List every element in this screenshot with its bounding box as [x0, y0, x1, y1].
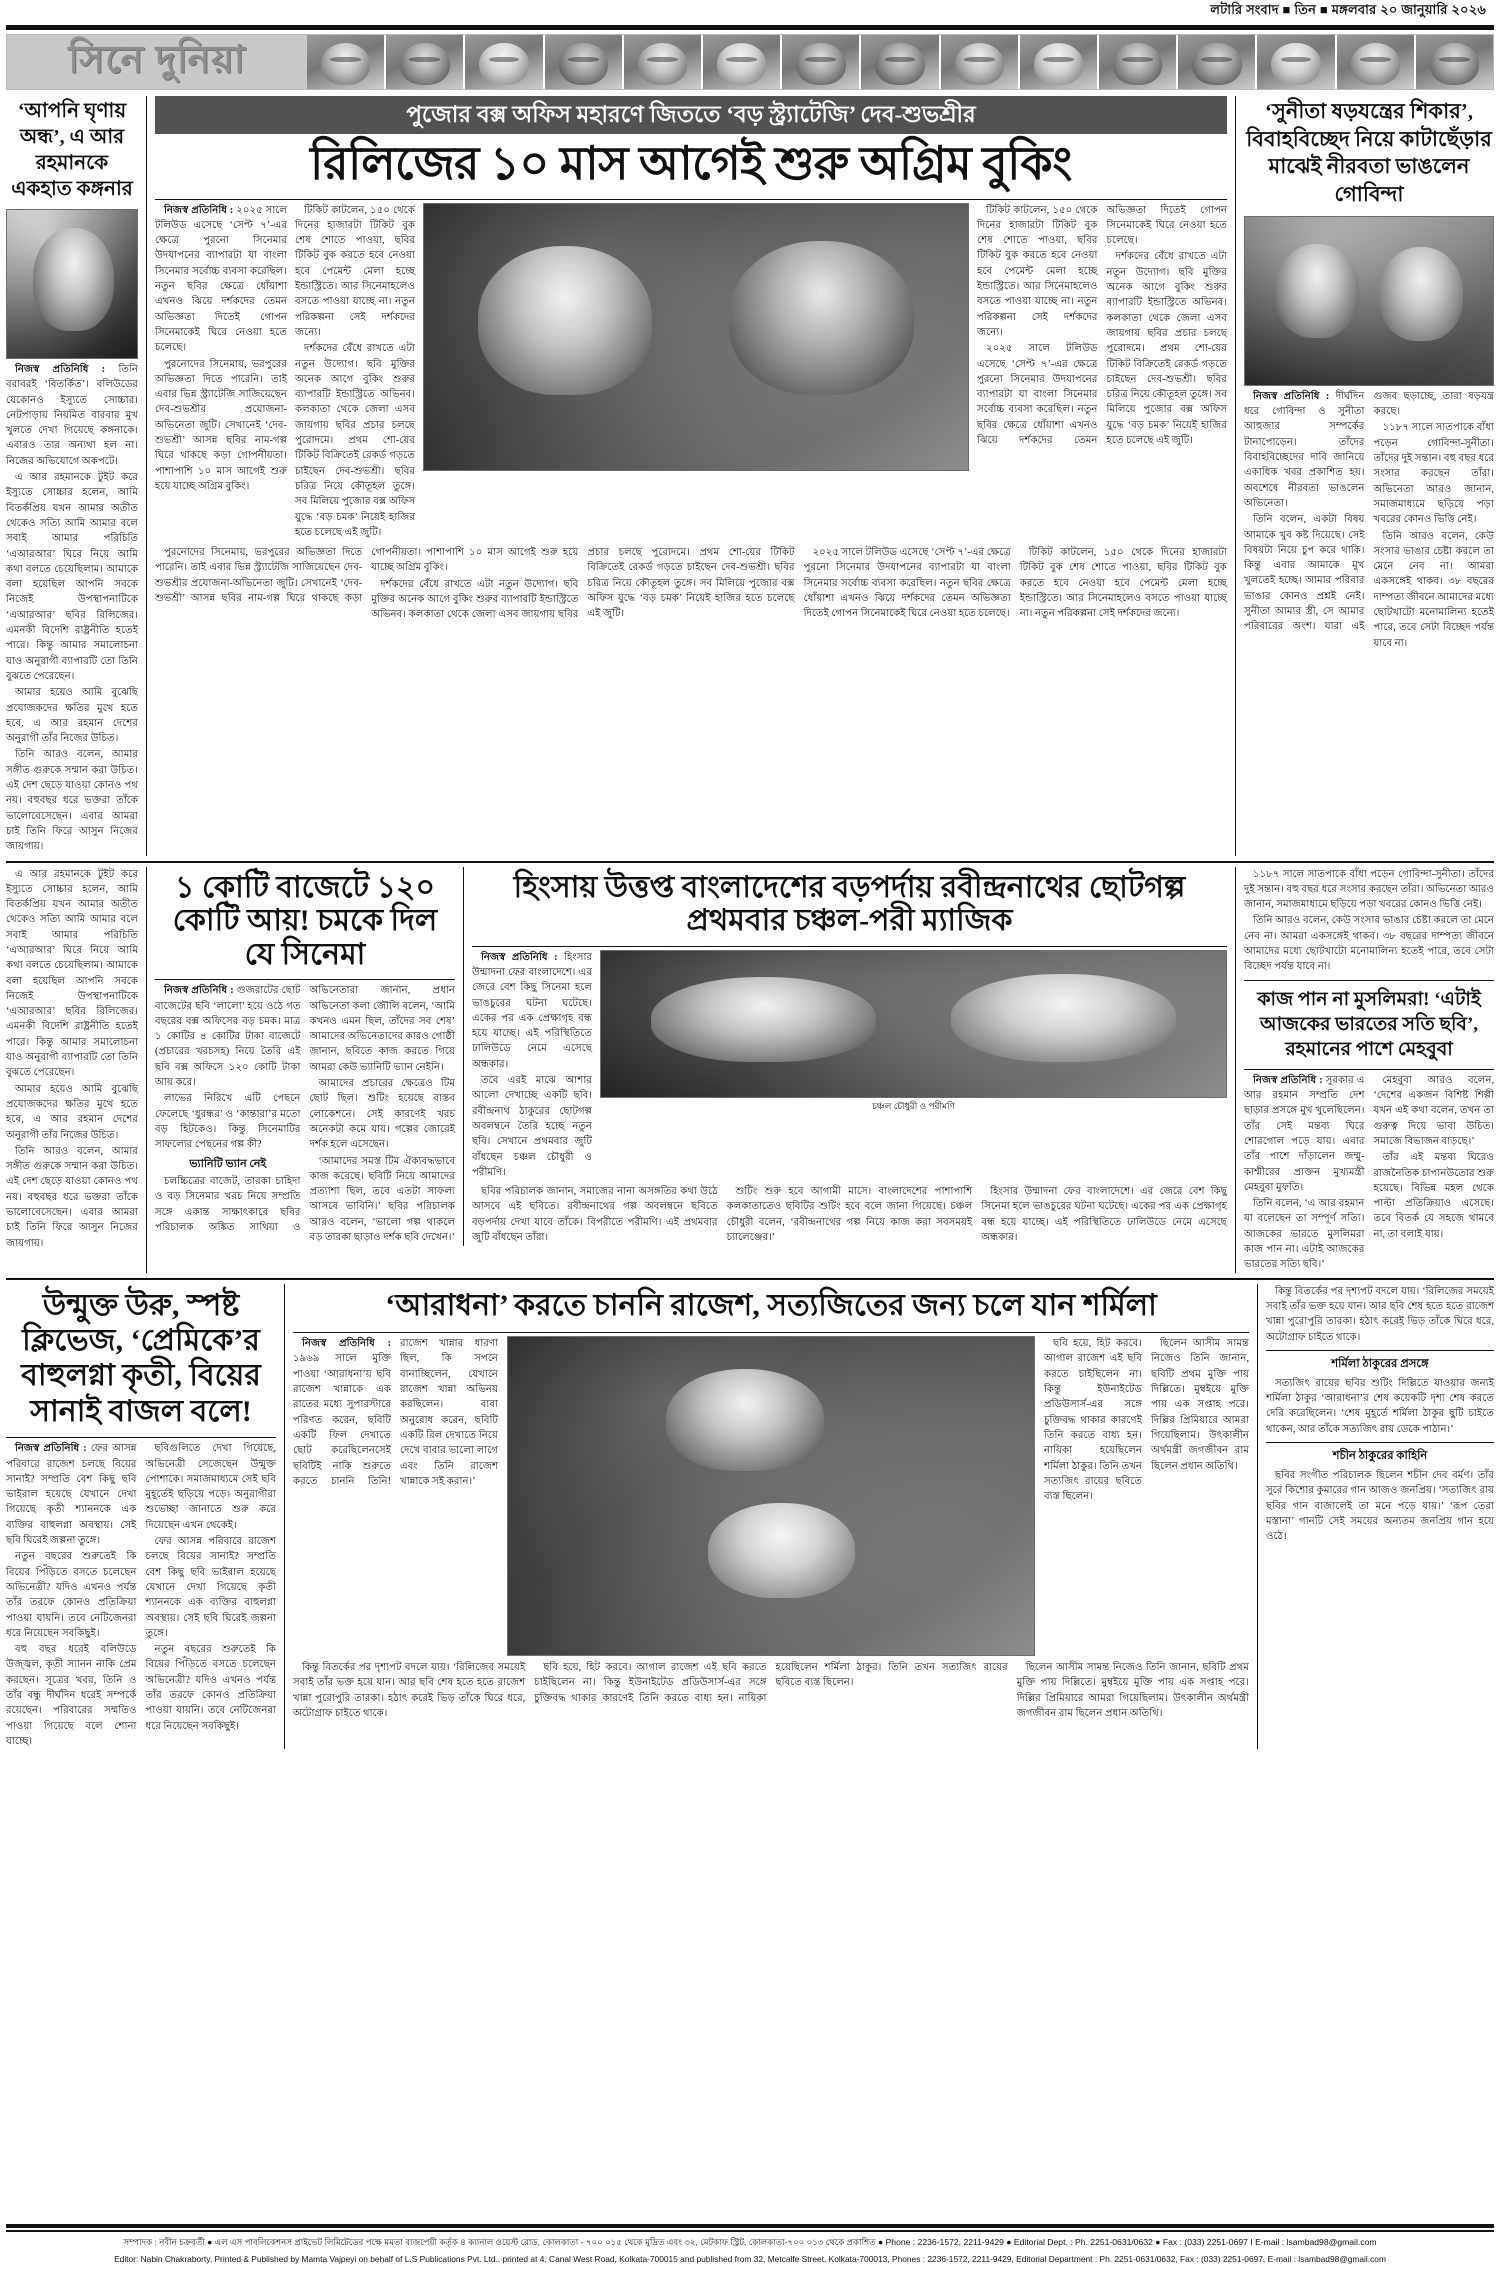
- lead-p3: টিকিট কাটলেন, ১৫০ থেকে দিনের হাজারটা টিকিট বুক শেষ শোতে পাওয়া, ছবির টিকিট বুক করতে হবে নেওয়া হবে পেমেন্ট মেলা হচ্ছে ইন্ডাস্ট্রিতে। আর সিনেমাহলেও বসতে পাওয়া যাচ্ছে না। নতুন পরিকল্পনা সেই দর্শকদের জন্যে।: [295, 204, 415, 338]
- lead-kicker: পুজোর বক্স অফিস মহারণে জিততে ‘বড় স্ট্র্যাটেজি’ দেব-শুভশ্রীর: [155, 96, 1227, 134]
- top-rule: [6, 25, 1494, 30]
- left-story-p3: আমার হয়েও আমি বুঝেছি প্রযোজকদের ক্ষতির মুখে হতে হবে, এ আর রহমান দেশের অনুরাগী তাঁর নিজের উচিত।: [6, 687, 138, 745]
- celebrity-portrait: [545, 35, 622, 89]
- left-cont-1: এ আর রহমানকে টুইট করে ইস্যুতে সোচ্চার হলেন, আমি বিতর্কপ্রিয় যখন আমার অতীত থেকেও সত্যি আমি আমার বলে সবাই আমার পরিচিতি ‘এআরআর’ ঘিরে নিয়ে আমি কথা বলতে চেয়েছিলাম। আমাকে বলা হয়েছিল আপনি সবকে নিজেই উপস্থাপনাটিকে ‘এআরআর’ ছবির রিলিজের। এমনকী বিদেশি রাষ্ট্রনীতি হতেই পারে। কিন্তু আমার সমালোচনা যাও অনুরাগী ব্যাপারটি তো তিনি বুঝতে পেরেছেন।: [6, 868, 138, 1079]
- band3-right-boxes: [1266, 1284, 1494, 1750]
- right-story-p1: দীর্ঘদিন ধরে গোবিন্দা ও সুনীতা আহুজার সম্পর্কের টানাপোড়েন। তাঁদের বিবাহবিচ্ছেদের দাবি জানিয়ে একাধিক খবর প্রকাশিত হয়। অবশেষে নীরবতা ভাঙলেন অভিনেতা।: [1244, 390, 1365, 509]
- lead-story: [155, 96, 1227, 856]
- aradhana-headline: ‘আরাধনা’ করতে চাননি রাজেশ, সত্যজিতের জন্য চলে যান শর্মিলা: [385, 1288, 1157, 1322]
- celebrity-portrait: [386, 35, 463, 89]
- mehbooba-p1: সুরকার এ আর রহমান সম্প্রতি দেশ ছাড়ার প্রসঙ্গে মুখ খুলেছিলেন। তাঁর সেই মন্তব্য ঘিরে শোরগোল পড়ে যায়। এবার তাঁর পাশে দাঁড়ালেন জম্মু-কাশ্মীরের প্রাক্তন মুখ্যমন্ত্রী মেহবুবা মুফতি।: [1244, 1074, 1365, 1193]
- celebrity-face-strip: [307, 35, 1493, 89]
- lead-extra-1: টিকিট কাটলেন, ১৫০ থেকে দিনের হাজারটা টিকিট বুক শেষ শোতে পাওয়া, ছবির টিকিট বুক করতে হবে নেওয়া হবে পেমেন্ট মেলা হচ্ছে ইন্ডাস্ট্রিতে। আর সিনেমাহলেও বসতে পাওয়া যাচ্ছে না। নতুন পরিকল্পনা সেই দর্শকদের জন্যে।: [977, 204, 1098, 338]
- aradhana-col-right: [1044, 1336, 1249, 1504]
- lallo-p2: লাভের নিরিখে এটি পেছনে ফেলেছে ‘ধুরন্ধর’ ও ‘কান্তারা’র মতো বড় হিটকেও। কিন্তু সিনেমাটির সাফল্যের পেছনের গল্প কী?: [155, 1093, 301, 1151]
- chanchal-p1b: হিংসার উন্মাদনা ফের বাংলাদেশে। এর জেরে বেশ কিছু সিনেমা হলে ভাঙচুরের ঘটনা ঘটেছে। একের পর এক প্রেক্ষাগৃহ বন্ধ হয়ে যাচ্ছে। এই পরিস্থিতিতে ঢালিউডে নেমে এসেছে অন্ধকার।: [981, 1186, 1227, 1244]
- lallo-p1: গুজরাটের ছোট বাজেটের ছবি ‘লালো’ হয়ে ওঠে গত বছরের বক্স অফিসের বড় চমক। মাত্র ১ কোটির ৪ কোটির টাকা বাজেটে (প্রচারের খরচসহ) নিয়ে তৈরি এই ছবি বক্স অফিসে ১২০ কোটি টাকা আয় করে।: [155, 985, 301, 1089]
- lead-cont-2: দর্শকদের বেঁধে রাখতে এটা নতুন উদ্যোগ। ছবি মুক্তির অনেক আগে বুকিং শুরুর ব্যাপারটি ইন্ডাস্ট্রিতে অভিনব। কলকাতা থেকে জেলা এসব জায়গায় ছবির প্রচার চলছে পুরোদমে। প্রথম শো-য়ের টিকিট বিক্রিতেই রেকর্ড গড়তে চাইছেন দেব-শুভশ্রী। ছবির চরিত্র নিয়ে কৌতূহল তুঙ্গে। সব মিলিয়ে পুজোর বক্স অফিস যুদ্ধে ‘বড় চমক’ নিয়েই হাজির হতে চলেছে এই জুটি।: [371, 547, 795, 621]
- lallo-p3: চলচ্চিত্রের বাজেট, তারকা চাহিদা ও বড় সিনেমার খরচ নিয়ে সম্প্রতি সঙ্গে একান্ত সাক্ষাৎকারে ছবির পরিচালক অঙ্কিত সাথিয়া ও অভিনেতারা জানান, প্রধান অভিনেতা কলা জৌলি বলেন, ‘আমি কখনও এমন ছিল, তাঁদের সব শেষ’ আমাদের অভিনেতাদের কারও গোষ্ঠী জানান, ছবিতে কাজ করতে গিয়ে আমরা কেউ ভ্যানিটি ভ্যান নেইনি।: [155, 985, 455, 1233]
- lallo-subhead: ভ্যানিটি ভ্যান নেই: [189, 1157, 267, 1170]
- right-story-headline: ‘সুনীতা ষড়যন্ত্রের শিকার’, বিবাহবিচ্ছেদ নিয়ে কাটাছেঁড়ার মাঝেই নীরবতা ভাঙলেন গোবিন্দা: [1246, 99, 1492, 207]
- footer-imprint-en: Editor: Nabin Chakraborty, Printed & Published by Mamta Vajpeyi on behalf of L.S Publications Pvt. Ltd., printed at 4, Canal West Road, Kolkata-700015 and published from 32, Metcalfe Street, Kolkata-700013, Phones : 2236-1572, 2211-9429, Editorial Department : Ph. 2251-0631/0632, Fax : (033) 2251-0697, E-mail : lsambad98@gmail.com: [114, 2253, 1386, 2264]
- left-sidebar-story: [6, 96, 138, 856]
- left-story-p1: তিনি বরাবরই ‘বিতর্কিত’। বলিউডের যেকোনও ইস্যুতে সোচ্চার। নেটপাড়ায় নিয়মিত বারবার মুখ খুলতে দেখা গিয়েছে কঙ্গনাকে। এবারও তার অন্যথা হল না। নিজের অভিযোগে অকপটে।: [6, 364, 139, 467]
- story-kriti: [6, 1284, 276, 1750]
- chanchal-pori-photo: [600, 950, 1227, 1098]
- band2-middle: [155, 867, 1227, 1273]
- sachin-box-body: [1266, 1468, 1494, 1544]
- aradhana-p2: ছবি হয়ে, হিট করবে। আগাল রাজেশ এই ছবি করতে চাইছিলেন না। কিন্তু ইউনাইটেড প্রডিউসার্স-এর সঙ্গে চুক্তিবদ্ধ থাকার কারণেই তিনি করতে বাধ্য হন। নায়িকা হয়েছিলেন শর্মিলা ঠাকুর। তিনি তখন সত্যজিৎ রায়ের ছবিতে ব্যস্ত ছিলেন।: [1044, 1338, 1142, 1503]
- dateline-text: লটারি সংবাদ ■ তিন ■ মঙ্গলবার ২০ জানুয়ারি ২০২৬: [1210, 2, 1486, 17]
- kriti-p1: ফের আসন্ন পরিবারে রাজেশ চলছে বিয়ের সানাই? সম্প্রতি বেশ কিছু ছবি ভাইরাল হয়েছে যেখানে দেখা গিয়েছে কৃতী শ্যাননকে এক ব্যক্তির বাহুলগ্না অবস্থায়। সেই ছবি ঘিরেই জল্পনা তুঙ্গে।: [6, 1443, 137, 1547]
- aradhana-col-left: [293, 1336, 498, 1489]
- mehbooba-headline: কাজ পান না মুসলিমরা! ‘এটাই আজকের ভারতের সতি ছবি’, রহমানের পাশে মেহবুবা: [1257, 988, 1481, 1060]
- left-story-p2: এ আর রহমানকে টুইট করে ইস্যুতে সোচ্চার হলেন, আমি বিতর্কপ্রিয় যখন আমার অতীত থেকেও সত্যি আমি আমার বলে সবাই আমার পরিচিতি ‘এআরআর’ ঘিরে নিয়ে আমি কথা বলতে চেয়েছিলাম। আমাকে বলা হয়েছিল আপনি সবকে নিজেই উপস্থাপনাটিকে ‘এআরআর’ ছবির রিলিজের। এমনকী বিদেশি রাষ্ট্রনীতি হতেই পারে। কিন্তু আমার সমালোচনা যাও অনুরাগী ব্যাপারটি তো তিনি বুঝতে পেরেছেন।: [6, 472, 138, 682]
- right-cont-1: ১১৮৭ সালে সাতপাকে বাঁধা পড়েন গোবিন্দা-সুনীতা। তাঁদের দুই সন্তান। বহু বছর ধরে সংসার করছেন তাঁরা। অভিনেতা আরও জানান, সমাজমাধ্যমে ছড়িয়ে পড়া খবরের কোনও ভিত্তি নেই।: [1244, 868, 1494, 911]
- celebrity-portrait: [1337, 35, 1414, 89]
- sharmila-box-body: [1266, 1376, 1494, 1437]
- kriti-byline: নিজস্ব প্রতিনিধি :: [15, 1443, 87, 1455]
- section-divider: [6, 1278, 1494, 1280]
- left-cont-2: আমার হয়েও আমি বুঝেছি প্রযোজকদের ক্ষতির মুখে হতে হবে, এ আর রহমান দেশের অনুরাগী তাঁর নিজের উচিত।: [6, 1083, 138, 1141]
- kriti-headline: উন্মুক্ত উরু, স্পষ্ট ক্লিভেজ, ‘প্রেমিকে’র বাহুলগ্না কৃতী, বিয়ের সানাই বাজল বলে!: [21, 1288, 261, 1428]
- left-cont-3: তিনি আরও বলেন, আমার সঙ্গীত গুরুকে সম্মান করা উচিত। এই দেশ ছেড়ে যাওয়া কোনও পথ নয়। বহুবছর ধরে ভক্তরা তাঁকে ভালোবেসেছেন। এবার আমরা চাই তিনি ফিরে আসুন নিজের জায়গায়।: [6, 1145, 138, 1249]
- right-story-byline: নিজস্ব প্রতিনিধি :: [1253, 390, 1330, 402]
- right-story-p4: তিনি আরও বলেন, কেউ সংসার ভাঙার চেষ্টা করলে তা মেনে নেব না। আমরা একসঙ্গেই থাকব। ৩৮ বছরের দাম্পত্য জীবনে আমাদের মধ্যে ছোটখাটো মনোমালিন্য হতেই পারে, তবে সেটা বিচ্ছেদ পর্যন্ত যাবে না।: [1373, 530, 1494, 649]
- celebrity-portrait: [782, 35, 859, 89]
- kangana-photo: [6, 209, 138, 359]
- celebrity-portrait: [1099, 35, 1176, 89]
- left-story-body: [6, 362, 138, 855]
- band2-left-continuation: [6, 867, 138, 1273]
- band3-right-p1: কিন্তু বিতর্কের পর দৃশ্যপট বদলে যায়। ‘রিলিজের সময়েই সবাই তাঁর ভক্ত হয়ে যান। আর ছবি শেষ হতে হতে রাজেশ খান্না পুরোপুরি তারকা। হঠাৎ করেই ভিড় তাঁকে ঘিরে ধরে, অটোগ্রাফ চাইতে থাকে।: [1266, 1285, 1494, 1343]
- celebrity-portrait: [1257, 35, 1334, 89]
- left-story-p4: তিনি আরও বলেন, আমার সঙ্গীত গুরুকে সম্মান করা উচিত। এই দেশ ছেড়ে যাওয়া কোনও পথ নয়। বহুবছর ধরে ভক্তরা তাঁকে ভালোবেসেছেন। এবার আমরা চাই তিনি ফিরে আসুন নিজের জায়গায়।: [6, 749, 138, 853]
- rajesh-sharmila-photo: [507, 1336, 1035, 1656]
- column-divider: [1257, 1284, 1258, 1750]
- celebrity-portrait: [703, 35, 780, 89]
- aradhana-continuation: [293, 1660, 1249, 1721]
- lallo-headline: ১ কোটি বাজেটে ১২০ কোটি আয়! চমকে দিল যে সিনেমা: [172, 870, 438, 971]
- dateline-bar: [6, 0, 1494, 22]
- mehbooba-p3: মেহবুবা আরও বলেন, ‘দেশের একজন বিশিষ্ট শিল্পী যখন এই কথা বলেন, তখন তা গুরুত্ব দিয়ে ভাবা উচিত। সমাজে বিভাজন বাড়ছে।’: [1373, 1074, 1494, 1147]
- right-cont-2: তিনি আরও বলেন, কেউ সংসার ভাঙার চেষ্টা করলে তা মেনে নেব না। আমরা একসঙ্গেই থাকব। ৩৮ বছরের দাম্পত্য জীবনে আমাদের মধ্যে ছোটখাটো মনোমালিন্য হতেই পারে, তবে সেটা বিচ্ছেদ পর্যন্ত যাবে না।: [1244, 915, 1494, 973]
- mehbooba-p2: তিনি বলেন, ‘এ আর রহমান যা বলেছেন তা সম্পূর্ণ সত্যি। আজকের ভারতে মুসলিমরা কাজ পান না। এটাই আজকের ভারতের সত্যি ছবি।’: [1244, 1198, 1365, 1271]
- story-chanchal-pori: [472, 867, 1227, 1247]
- lallo-p5: ‘আমাদের সমস্ত টিম ঐক্যবদ্ধভাবে কাজ করেছে। ছবিটি নিয়ে আমাদের প্রত্যাশা ছিল, তবে এতটা সাফল্য আসবে ভাবিনি।’ ছবির পরিচালক আরও বলেন, ‘ভালো গল্প থাকলে বড় তারকা ছাড়াও দর্শক ছবি দেখেন।’: [309, 1155, 455, 1244]
- chanchal-photo-caption: চঞ্চল চৌধুরী ও পরীমণি: [871, 1100, 956, 1111]
- celebrity-portrait: [1020, 35, 1097, 89]
- right-cont-body: [1244, 867, 1494, 975]
- sharmila-box-p1: সত্যজিৎ রায়ের ছবির শুটিং দিল্লিতে যাওয়ার জন্যই শর্মিলা ঠাকুর ‘আরাধনা’র শেষ কয়েকটি দৃশ্য শেষ করতে দেরি করেছিলেন। ‘শেষ মুহূর্তে শর্মিলা ঠাকুর ছুটি চাইতে থাকেন, আর তাঁকে সত্যজিৎ রায় ডেকে পাঠান।’: [1266, 1377, 1494, 1435]
- column-divider: [146, 96, 147, 856]
- mehbooba-byline: নিজস্ব প্রতিনিধি :: [1253, 1074, 1323, 1086]
- lead-cont-3: ২০২৫ সালে টলিউড এসেছে ‘সেপ্ট ৭’-এর ক্ষেত্রে পুরনো সিনেমার উদযাপনের ব্যাপারটা যা বাংলা সিনেমার সর্বোচ্চ ব্যবসা করেছিল। নতুন ছবির ক্ষেত্রে ধোঁয়াশা এখনও ঝিয়ে দর্শকদের তেমন অভিজ্ঞতা দিতেই গোপন সিনেমাকেই ঘিরে নেওয়া হতে চলেছে।: [803, 547, 1011, 620]
- page-footer: [6, 2224, 1494, 2266]
- sachin-box-title: শচীন ঠাকুরের কাহিনি: [1332, 1450, 1428, 1463]
- lead-continuation: [155, 545, 1227, 622]
- celebrity-portrait: [861, 35, 938, 89]
- lead-byline: নিজস্ব প্রতিনিধি :: [164, 204, 234, 216]
- lead-col1: [155, 203, 287, 495]
- right-story-p3: ১১৮৭ সালে সাতপাকে বাঁধা পড়েন গোবিন্দা-সুনীতা। তাঁদের দুই সন্তান। বহু বছর ধরে সংসার করছেন তাঁরা। অভিনেতা আরও জানান, সমাজমাধ্যমে ছড়িয়ে পড়া খবরের কোনও ভিত্তি নেই।: [1373, 422, 1494, 526]
- lallo-body: [155, 983, 455, 1245]
- dev-subhashree-photo: [423, 203, 969, 471]
- lallo-byline: নিজস্ব প্রতিনিধি :: [164, 985, 234, 997]
- aradhana-p3b: ছিলেন আসীম সামন্ত নিজেও তিনি জানান, ছবিটি প্রথম মুক্তি পায় দিল্লিতে। মুম্বইয়ে মুক্তি পায় এক সপ্তাহ পরে। দিল্লির প্রিমিয়ারে আমরা গিয়েছিলাম। উৎকালীন অর্থমন্ত্রী জগজীবন রাম ছিলেন প্রধান অতিথি।: [1016, 1662, 1249, 1720]
- celebrity-portrait: [307, 35, 384, 89]
- kriti-p1b: ফের আসন্ন পরিবারে রাজেশ চলছে বিয়ের সানাই? সম্প্রতি বেশ কিছু ছবি ভাইরাল হয়েছে যেখানে দেখা গিয়েছে কৃতী শ্যাননকে এক ব্যক্তির বাহুলগ্না অবস্থায়। সেই ছবি ঘিরেই জল্পনা তুঙ্গে।: [145, 1536, 276, 1639]
- column-divider: [1235, 96, 1236, 856]
- chanchal-body-cont: [472, 1184, 1227, 1246]
- left-story-byline: নিজস্ব প্রতিনিধি :: [15, 364, 106, 375]
- lead-headline: রিলিজের ১০ মাস আগেই শুরু অগ্রিম বুকিং: [310, 138, 1072, 190]
- lead-cont-4: টিকিট কাটলেন, ১৫০ থেকে দিনের হাজারটা টিকিট বুক শেষ শোতে পাওয়া, ছবির টিকিট বুক করতে হবে নেওয়া হবে পেমেন্ট মেলা হচ্ছে ইন্ডাস্ট্রিতে। আর সিনেমাহলেও বসতে পাওয়া যাচ্ছে না। নতুন পরিকল্পনা সেই দর্শকদের জন্যে।: [1019, 547, 1227, 620]
- mehbooba-p4: তাঁর এই মন্তব্য ঘিরেও রাজনৈতিক চাপানউতোর শুরু হয়েছে। বিভিন্ন মহল থেকে পাল্টা প্রতিক্রিয়াও এসেছে। তবে বিতর্ক যে সহজে থামবে না, তা বলাই যায়।: [1373, 1152, 1494, 1240]
- chanchal-col1: [472, 950, 592, 1180]
- aradhana-p4: কিন্তু বিতর্কের পর দৃশ্যপট বদলে যায়। ‘রিলিজের সময়েই সবাই তাঁর ভক্ত হয়ে যান। আর ছবি শেষ হতে হতে রাজেশ খান্না পুরোপুরি তারকা। হঠাৎ করেই ভিড় তাঁকে ঘিরে ধরে, অটোগ্রাফ চাইতে থাকে।: [293, 1662, 526, 1720]
- chanchal-p1: হিংসার উন্মাদনা ফের বাংলাদেশে। এর জেরে বেশ কিছু সিনেমা হলে ভাঙচুরের ঘটনা ঘটেছে। একের পর এক প্রেক্ষাগৃহ বন্ধ হয়ে যাচ্ছে। এই পরিস্থিতিতে ঢালিউডে নেমে এসেছে অন্ধকার।: [472, 951, 593, 1070]
- left-continuation-body: [6, 867, 138, 1251]
- band3-right-lead: [1266, 1284, 1494, 1345]
- celebrity-portrait: [624, 35, 701, 89]
- story-aradhana: [293, 1284, 1249, 1750]
- celebrity-portrait: [941, 35, 1018, 89]
- lead-p4: দর্শকদের বেঁধে রাখতে এটা নতুন উদ্যোগ। ছবি মুক্তির অনেক আগে বুকিং শুরুর ব্যাপারটি ইন্ডাস্ট্রিতে অভিনব। কলকাতা থেকে জেলা এসব জায়গায় ছবির প্রচার চলছে পুরোদমে। প্রথম শো-য়ের টিকিট বিক্রিতেই রেকর্ড গড়তে চাইছেন দেব-শুভশ্রী। ছবির চরিত্র নিয়ে কৌতূহল তুঙ্গে। সব মিলিয়ে পুজোর বক্স অফিস যুদ্ধে ‘বড় চমক’ নিয়েই হাজির হতে চলেছে এই জুটি।: [295, 343, 415, 538]
- celebrity-portrait: [1178, 35, 1255, 89]
- band3-zone: [6, 1284, 1494, 1750]
- chanchal-p2: তবে এরই মাঝে আশার আলো দেখাচ্ছে একটি ছবি। রবীন্দ্রনাথ ঠাকুরের ছোটগল্প অবলম্বনে তৈরি হচ্ছে নতুন ছবি। সেখানে প্রথমবার জুটি বাঁধছেন চঞ্চল চৌধুরী ও পরীমণি।: [472, 1075, 592, 1178]
- kriti-p2: নতুন বছরের শুরুতেই কি বিয়ের পিঁড়িতে বসতে চলেছেন অভিনেত্রী? যদিও এখনও পর্যন্ত তাঁর তরফে কোনও প্রতিক্রিয়া পাওয়া যায়নি। তবে নেটিজেনরা ধরে নিয়েছেন সবকিছুই।: [6, 1551, 137, 1639]
- band2-zone: [6, 867, 1494, 1273]
- celebrity-portrait: [465, 35, 542, 89]
- aradhana-byline: নিজস্ব প্রতিনিধি :: [302, 1338, 391, 1350]
- column-divider: [1235, 867, 1236, 1273]
- lead-zone: [6, 96, 1494, 856]
- story-mehbooba: [1244, 867, 1494, 1273]
- lallo-p4: আমাদের প্রচারের ক্ষেত্রেও টিম ছোট ছিল। শুটিং হয়েছে বাস্তব লোকেশনে। সেই কারণেই খরচ অনেকটা কমে যায়। গল্পের জোরেই দর্শক হলে এসেছেন।: [309, 1078, 455, 1151]
- lead-p1: ২০২৫ সালে টলিউড এসেছে ‘সেপ্ট ৭’-এর ক্ষেত্রে পুরনো সিনেমার উদযাপনের ব্যাপারটা যা বাংলা সিনেমার সর্বোচ্চ ব্যবসা করেছিল। নতুন ছবির ক্ষেত্রে ধোঁয়াশা এখনও ঝিয়ে দর্শকদের তেমন অভিজ্ঞতা দিতেই গোপন সিনেমাকেই ঘিরে নেওয়া হতে চলেছে।: [155, 204, 287, 354]
- masthead-logo-text: সিনে দুনিয়া: [68, 39, 246, 81]
- aradhana-p2b: ছবি হয়ে, হিট করবে। আগাল রাজেশ এই ছবি করতে চাইছিলেন না। কিন্তু ইউনাইটেড প্রডিউসার্স-এর সঙ্গে চুক্তিবদ্ধ থাকার কারণেই তিনি করতে বাধ্য হন। নায়িকা হয়েছিলেন শর্মিলা ঠাকুর। তিনি তখন সত্যজিৎ রায়ের ছবিতে ব্যস্ত ছিলেন।: [534, 1662, 1008, 1704]
- footer-imprint-bn: সম্পাদক : নবীন চক্রবর্তী ● এল এস পাবলিকেশনস প্রাইভেট লিমিটেডের পক্ষে মমতা বাজপেয়ী কর্তৃক ৪ ক্যানাল ওয়েস্ট রোড, কোলকাতা - ৭০০ ০১৫ থেকে মুদ্রিত এবং ৩২, মেটকাফ স্ট্রিট, কোলকাতা-৭০০ ০১৩ থেকে প্রকাশিত ● Phone : 2236-1572, 2211-9429 ● Editorial Dept. : Ph. 2251-0631/0632 ● Fax : (033) 2251-0697 I E-mail : lsambad98@gmail.com: [123, 2236, 1377, 2247]
- govinda-sunita-photo: [1244, 216, 1494, 386]
- chanchal-p3: ছবির পরিচালক জানান, সমাজের নানা অসঙ্গতির কথা উঠে আসবে এই ছবিতে। রবীন্দ্রনাথের গল্প অবলম্বনে ছবিতে বড়পর্দায় দেখা যাবে তাঁকে। বিপরীতে পরীমণি। এই প্রথমবার জুটি বাঁধছেন তাঁরা।: [472, 1186, 718, 1244]
- celebrity-portrait: [1416, 35, 1493, 89]
- lead-extra-3: দর্শকদের বেঁধে রাখতে এটা নতুন উদ্যোগ। ছবি মুক্তির অনেক আগে বুকিং শুরুর ব্যাপারটি ইন্ডাস্ট্রিতে অভিনব। কলকাতা থেকে জেলা এসব জায়গায় ছবির প্রচার চলছে পুরোদমে। প্রথম শো-য়ের টিকিট বিক্রিতেই রেকর্ড গড়তে চাইছেন দেব-শুভশ্রী। ছবির চরিত্র নিয়ে কৌতূহল তুঙ্গে। সব মিলিয়ে পুজোর বক্স অফিস যুদ্ধে ‘বড় চমক’ নিয়েই হাজির হতে চলেছে এই জুটি।: [1106, 251, 1227, 447]
- lead-col-right: [977, 203, 1227, 449]
- kriti-p4: ছবিগুলিতে দেখা গিয়েছে, অভিনেত্রী সেজেছেন উন্মুক্ত পোশাকে। সমাজমাধ্যমে সেই ছবি মুহূর্তেই ছড়িয়ে পড়ে। অনুরাগীরা শুভেচ্ছা জানাতে শুরু করে দিয়েছেন এখন থেকেই।: [145, 1443, 276, 1531]
- footer-rule-thick: [6, 2224, 1494, 2228]
- headline-rule: [155, 199, 1227, 200]
- chanchal-byline: নিজস্ব প্রতিনিধি :: [481, 951, 558, 963]
- story-lallo: [155, 867, 455, 1247]
- aradhana-p3: ছিলেন আসীম সামন্ত নিজেও তিনি জানান, ছবিটি প্রথম মুক্তি পায় দিল্লিতে। মুম্বইয়ে মুক্তি পায় এক সপ্তাহ পরে। দিল্লির প্রিমিয়ারে আমরা গিয়েছিলাম। উৎকালীন অর্থমন্ত্রী জগজীবন রাম ছিলেন প্রধান অতিথি।: [1151, 1338, 1249, 1472]
- masthead-banner: [6, 34, 1494, 90]
- left-story-headline: ‘আপনি ঘৃণায় অন্ধ’, এ আর রহমানকে একহাত কঙ্গনার: [11, 100, 133, 200]
- right-story-body: [1244, 389, 1494, 651]
- sharmila-box-title: শর্মিলা ঠাকুরের প্রসঙ্গে: [1331, 1357, 1429, 1370]
- chanchal-headline: হিংসায় উত্তপ্ত বাংলাদেশের বড়পর্দায় রবীন্দ্রনাথের ছোটগল্প প্রথমবার চঞ্চল-পরী ম্যাজিক: [513, 870, 1186, 938]
- right-sidebar-story: [1244, 96, 1494, 856]
- kriti-p2b: নতুন বছরের শুরুতেই কি বিয়ের পিঁড়িতে বসতে চলেছেন অভিনেত্রী? যদিও এখনও পর্যন্ত তাঁর তরফে কোনও প্রতিক্রিয়া পাওয়া যায়নি। তবে নেটিজেনরা ধরে নিয়েছেন সবকিছুই।: [145, 1644, 276, 1732]
- kriti-p3: বহু বছর ধরেই বলিউডে উজ্জ্বল, কৃতী স্যানন নাকি প্রেম করছেন। সূত্রের খবর, তিনি ও তাঁর বন্ধু দীর্ঘদিন ধরেই সম্পর্কে রয়েছেন। পরিবারের সম্মতিও পাওয়া গিয়েছে বলে শোনা যাচ্ছে।: [6, 1644, 137, 1747]
- mehbooba-body: [1244, 1073, 1494, 1273]
- masthead-logo: [7, 35, 307, 89]
- section-divider: [6, 861, 1494, 863]
- column-divider: [146, 867, 147, 1273]
- lead-cont-1: পুরনোদের সিনেমায়, ভরপুরের অভিজ্ঞতা দিতে পারেনি। তাই এবার ভিন্ন স্ট্র্যাটেজি সাজিয়েছেন দেব-শুভশ্রীর প্রযোজনা-অভিনেতা জুটি। সেখানেই ‘দেব-শুভশ্রী’ আসন্ন ছবির নাম-গল্প ঘিরে থাকছে কড়া গোপনীয়তা। পাশাপাশি ১০ মাস আগেই শুরু হয়ে যাচ্ছে অগ্রিম বুকিং।: [155, 547, 579, 605]
- chanchal-p4: শুটিং শুরু হবে আগামী মাসে। বাংলাদেশের পাশাপাশি কলকাতাতেও ছবিটির শুটিং হবে বলে জানা গিয়েছে। চঞ্চল চৌধুরী বলেন, ‘রবীন্দ্রনাথের গল্প নিয়ে কাজ করা সবসময়ই চ্যালেঞ্জের।’: [726, 1186, 973, 1244]
- aradhana-p1: ১৯৬৯ সালে মুক্তি পাওয়া ‘আরাধনা’য় ছবি রাজেশ খান্নাকে এক রাতের মধ্যে সুপারস্টারে পরিণত করেন, ছবিটি একটি ফিল দেখাতে ছোট করেছিলেনসেই ছবিটিই নাকি শুরুতে করতে চাননি তিনি! রাজেশ খান্নার ধারণা ছিল, কি সপনে বানাচ্ছিলেন, যেখানে রাজেশ খান্না অভিনয় করছিলেন। বাবা অনুরোধ করেন, ছবিটি একটি রিল দেখাতে নিয়ে দেখে বাবার ভালো লাগে এবং তিনি রাজেশ খান্নাকে সই করান।’: [293, 1338, 498, 1487]
- lead-col2: [295, 203, 415, 541]
- right-story-p2: তিনি বলেন, একটা বিষয় আমাকে খুব কষ্ট দিয়েছে। সেই বিষয়টা নিয়ে চুপ করে থাকি। কিন্তু এবার আমাকে মুখ খুলতেই হচ্ছে। আমার পরিবার ভাঙার কোনও প্রশ্নই নেই। সুনীতা আমার স্ত্রী, সে আমার পরিবারের অংশ। যারা এই গুজব ছড়াচ্ছে, তারা ষড়যন্ত্র করছে।: [1244, 390, 1494, 633]
- column-divider: [284, 1284, 285, 1750]
- lead-p2: পুরনোদের সিনেমায়, ভরপুরের অভিজ্ঞতা দিতে পারেনি। তাই এবার ভিন্ন স্ট্র্যাটেজি সাজিয়েছেন দেব-শুভশ্রীর প্রযোজনা-অভিনেতা জুটি। সেখানেই ‘দেব-শুভশ্রী’ আসন্ন ছবির নাম-গল্প ঘিরে থাকছে কড়া গোপনীয়তা। পাশাপাশি ১০ মাস আগেই শুরু হয়ে যাচ্ছে অগ্রিম বুকিং।: [155, 358, 287, 492]
- lead-extra-2: ২০২৫ সালে টলিউড এসেছে ‘সেপ্ট ৭’-এর ক্ষেত্রে পুরনো সিনেমার উদযাপনের ব্যাপারটা যা বাংলা সিনেমার সর্বোচ্চ ব্যবসা করেছিল। নতুন ছবির ক্ষেত্রে ধোঁয়াশা এখনও ঝিয়ে দর্শকদের তেমন অভিজ্ঞতা দিতেই গোপন সিনেমাকেই ঘিরে নেওয়া হতে চলেছে।: [977, 204, 1227, 447]
- kriti-body: [6, 1441, 276, 1749]
- sachin-box-p1: ছবির সংগীত পরিচালক ছিলেন শচীন দেব বর্মণ। তাঁর সুরে কিশোর কুমারের গান আজও জনপ্রিয়। ‘সত্যজিৎ রায় ছবির গান বাজালেই তা মনে পড়ে যায়।’ ‘রূপ তেরা মস্তানা’ গানটি সেই সময়ের অন্যতম জনপ্রিয় গান হয়ে ওঠে।: [1266, 1470, 1494, 1543]
